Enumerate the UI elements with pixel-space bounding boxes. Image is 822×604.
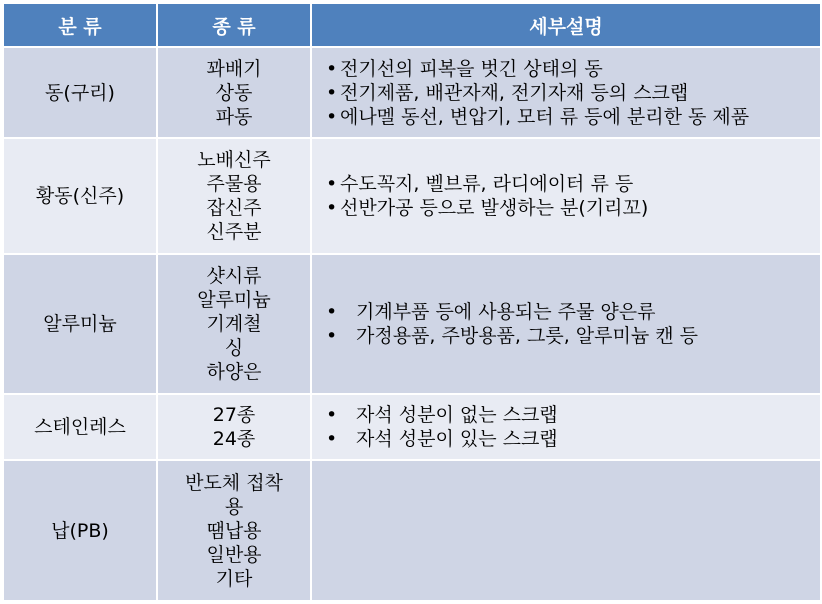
header-row (3, 3, 821, 47)
kind-item: 24종 (212, 428, 256, 450)
kind-item: 꽈배기 (206, 57, 262, 80)
detail-item: • 기계부품 등에 사용되는 주물 양은류 (326, 300, 820, 324)
kind-item: 일반용 (206, 543, 262, 566)
detail-item: • 전기선의 피복을 벗긴 상태의 동 (326, 57, 820, 81)
kind-item: 주물용 (206, 173, 262, 195)
details-cell (311, 47, 821, 138)
detail-item: • 가정용품, 주방용품, 그릇, 알루미늄 캔 등 (326, 324, 820, 348)
detail-item: • 전기제품, 배관자재, 전기자재 등의 스크랩 (326, 81, 820, 105)
kind-item: 27종 (212, 404, 256, 426)
kind-item: 노배신주 (197, 149, 271, 171)
kind-item: 잡신주 (206, 197, 262, 219)
table-row-brass (3, 138, 821, 254)
table-row-stainless (3, 394, 821, 460)
kinds-cell (157, 394, 311, 460)
details-cell (311, 138, 821, 254)
table-row-copper (3, 47, 821, 138)
kinds-cell (157, 460, 311, 601)
kind-item: 알루미늄 (197, 289, 271, 311)
kind-item: 용 (224, 495, 244, 518)
details-list (312, 172, 820, 220)
kind-item: 기타 (215, 567, 253, 590)
kind-item: 기계철 (206, 313, 262, 335)
kind-item: 파동 (215, 105, 253, 128)
detail-item: • 선반가공 등으로 발생하는 분(기리꼬) (326, 196, 820, 220)
details-cell (311, 254, 821, 394)
kind-item: 샷시류 (206, 265, 262, 287)
kind-item: 하양은 (206, 361, 262, 383)
kind-item: 싱 (224, 337, 244, 359)
category-cell: 동(구리) (3, 47, 157, 138)
header-details: 세부설명 (311, 3, 821, 47)
table-row-lead (3, 460, 821, 601)
details-list (312, 300, 820, 348)
table-row-aluminum (3, 254, 821, 394)
kinds-cell (157, 254, 311, 394)
category-cell: 황동(신주) (3, 138, 157, 254)
header-kinds: 종 류 (157, 3, 311, 47)
category-cell: 알루미늄 (3, 254, 157, 394)
category-cell: 스테인레스 (3, 394, 157, 460)
kind-item: 땜납용 (206, 519, 262, 542)
details-cell-empty (311, 460, 821, 601)
detail-item: • 자석 성분이 없는 스크랩 (326, 403, 820, 427)
detail-item: • 자석 성분이 있는 스크랩 (326, 427, 820, 451)
header-category: 분 류 (3, 3, 157, 47)
details-cell (311, 394, 821, 460)
details-list (312, 403, 820, 451)
kinds-cell (157, 47, 311, 138)
category-cell: 납(PB) (3, 460, 157, 601)
details-list (312, 57, 820, 129)
detail-item: • 수도꼭지, 벨브류, 라디에이터 류 등 (326, 172, 820, 196)
kind-item: 신주분 (206, 221, 262, 243)
detail-item: • 에나멜 동선, 변압기, 모터 류 등에 분리한 동 제품 (326, 105, 820, 129)
kind-item: 반도체 접착 (185, 471, 283, 494)
kind-item: 상동 (215, 81, 253, 104)
kinds-cell (157, 138, 311, 254)
scrap-classification-table (2, 2, 822, 602)
